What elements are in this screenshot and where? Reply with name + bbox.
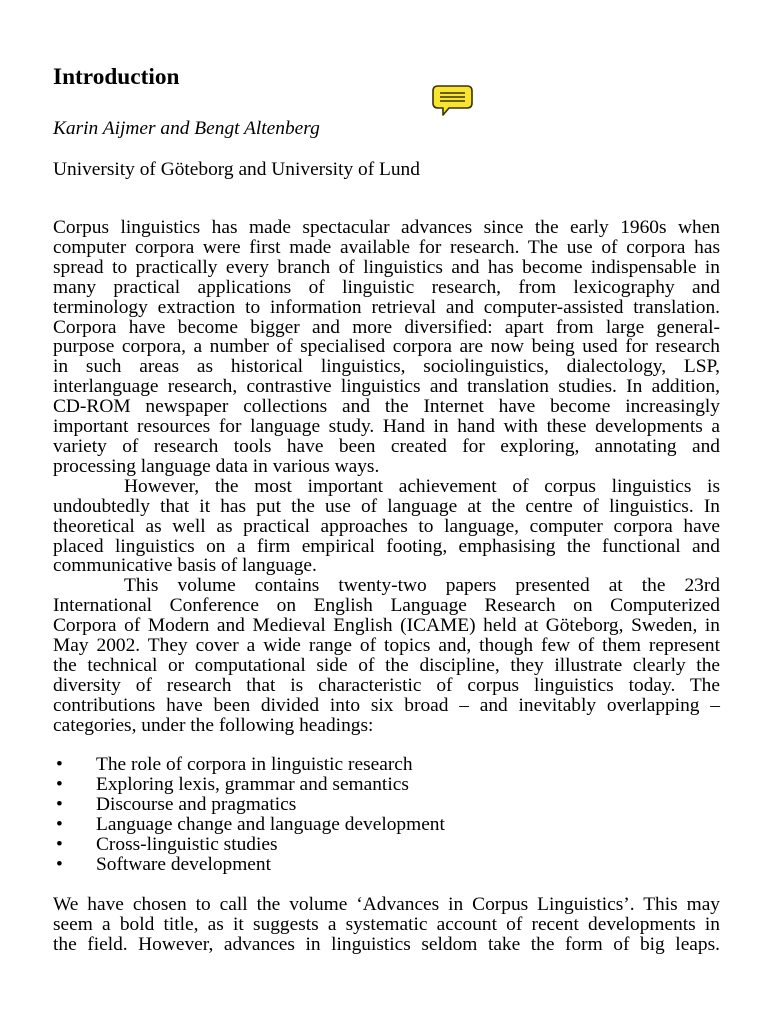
heading-item (53, 835, 720, 855)
paragraph-2 (53, 477, 720, 577)
paragraph-4 (53, 895, 720, 955)
heading-item (53, 815, 720, 835)
text-line: Corpus linguistics has made spectacular advances since the early 1960s when (53, 217, 720, 238)
text-line: variety of research tools have been created for exploring, annotating and (53, 435, 720, 457)
text-line: diversity of research that is characteristic of corpus linguistics today. The (53, 674, 720, 696)
heading-text: The role of corpora in linguistic research (96, 754, 413, 776)
text-line: terminology extraction to information retrieval and computer-assisted translation. (53, 296, 720, 318)
text-line: International Conference on English Language Research on Computerized (53, 595, 720, 617)
heading-text: Cross-linguistic studies (96, 834, 278, 856)
comment-icon[interactable] (431, 85, 474, 116)
headings-list (53, 755, 720, 874)
paragraph-3 (53, 576, 720, 735)
text-line: interlanguage research, contrastive linguistics and translation studies. In addition, (53, 376, 720, 398)
text-line: We have chosen to call the volume ‘Advances in Corpus Linguistics’. This may (53, 893, 720, 915)
page-title: Introduction (53, 64, 180, 90)
paragraph-1 (53, 218, 720, 477)
text-line: categories, under the following headings: (53, 714, 374, 736)
text-line: the field. However, advances in linguistics seldom take the form of big leaps. (53, 933, 720, 955)
text-line: Corpora of Modern and Medieval English (ICAME) held at Göteborg, Sweden, in (53, 615, 720, 637)
text-line: Corpora have become bigger and more diversified: apart from large general- (53, 316, 720, 338)
affiliation: University of Göteborg and University of Lund (53, 159, 420, 180)
text-line: the technical or computational side of the discipline, they illustrate clearly the (53, 654, 720, 676)
bullet-icon (53, 775, 96, 795)
heading-item (53, 775, 720, 795)
text-line: important resources for language study. Hand in hand with these developments a (53, 416, 720, 438)
heading-text: Language change and language development (96, 814, 445, 836)
text-line: theoretical as well as practical approaches to language, computer corpora have (53, 515, 720, 537)
text-line: in such areas as historical linguistics, sociolinguistics, dialectology, LSP, (53, 356, 720, 378)
text-line: However, the most important achievement of corpus linguistics is (124, 475, 720, 497)
text-line: placed linguistics on a firm empirical footing, emphasising the functional and (53, 535, 720, 557)
text-line: undoubtedly that it has put the use of language at the centre of linguistics. In (53, 495, 720, 517)
text-line: This volume contains twenty-two papers presented at the 23rd (124, 575, 720, 597)
heading-item (53, 755, 720, 775)
text-line: many practical applications of linguistic research, from lexicography and (53, 276, 720, 298)
heading-item (53, 855, 720, 875)
heading-item (53, 795, 720, 815)
heading-text: Exploring lexis, grammar and semantics (96, 774, 409, 796)
bullet-icon (53, 815, 96, 835)
text-line: spread to practically every branch of linguistics and has become indispensable in (53, 256, 720, 278)
body-text (53, 218, 720, 955)
heading-text: Discourse and pragmatics (96, 794, 297, 816)
text-line: contributions have been divided into six broad – and inevitably overlapping – (53, 694, 720, 716)
bullet-icon (53, 755, 96, 775)
text-line: purpose corpora, a number of specialised corpora are now being used for research (53, 336, 720, 358)
text-line: May 2002. They cover a wide range of topics and, though few of them represent (53, 635, 720, 657)
text-line: communicative basis of language. (53, 555, 317, 577)
bullet-icon (53, 835, 96, 855)
text-line: CD-ROM newspaper collections and the Internet have become increasingly (53, 396, 720, 418)
text-line: processing language data in various ways. (53, 455, 380, 477)
text-line: computer corpora were first made available for research. The use of corpora has (53, 236, 720, 258)
comment-annotation[interactable] (431, 85, 474, 116)
bullet-icon (53, 855, 96, 875)
authors: Karin Aijmer and Bengt Altenberg (53, 118, 320, 139)
heading-text: Software development (96, 853, 271, 875)
bullet-icon (53, 795, 96, 815)
text-line: seem a bold title, as it suggests a systematic account of recent developments in (53, 913, 720, 935)
